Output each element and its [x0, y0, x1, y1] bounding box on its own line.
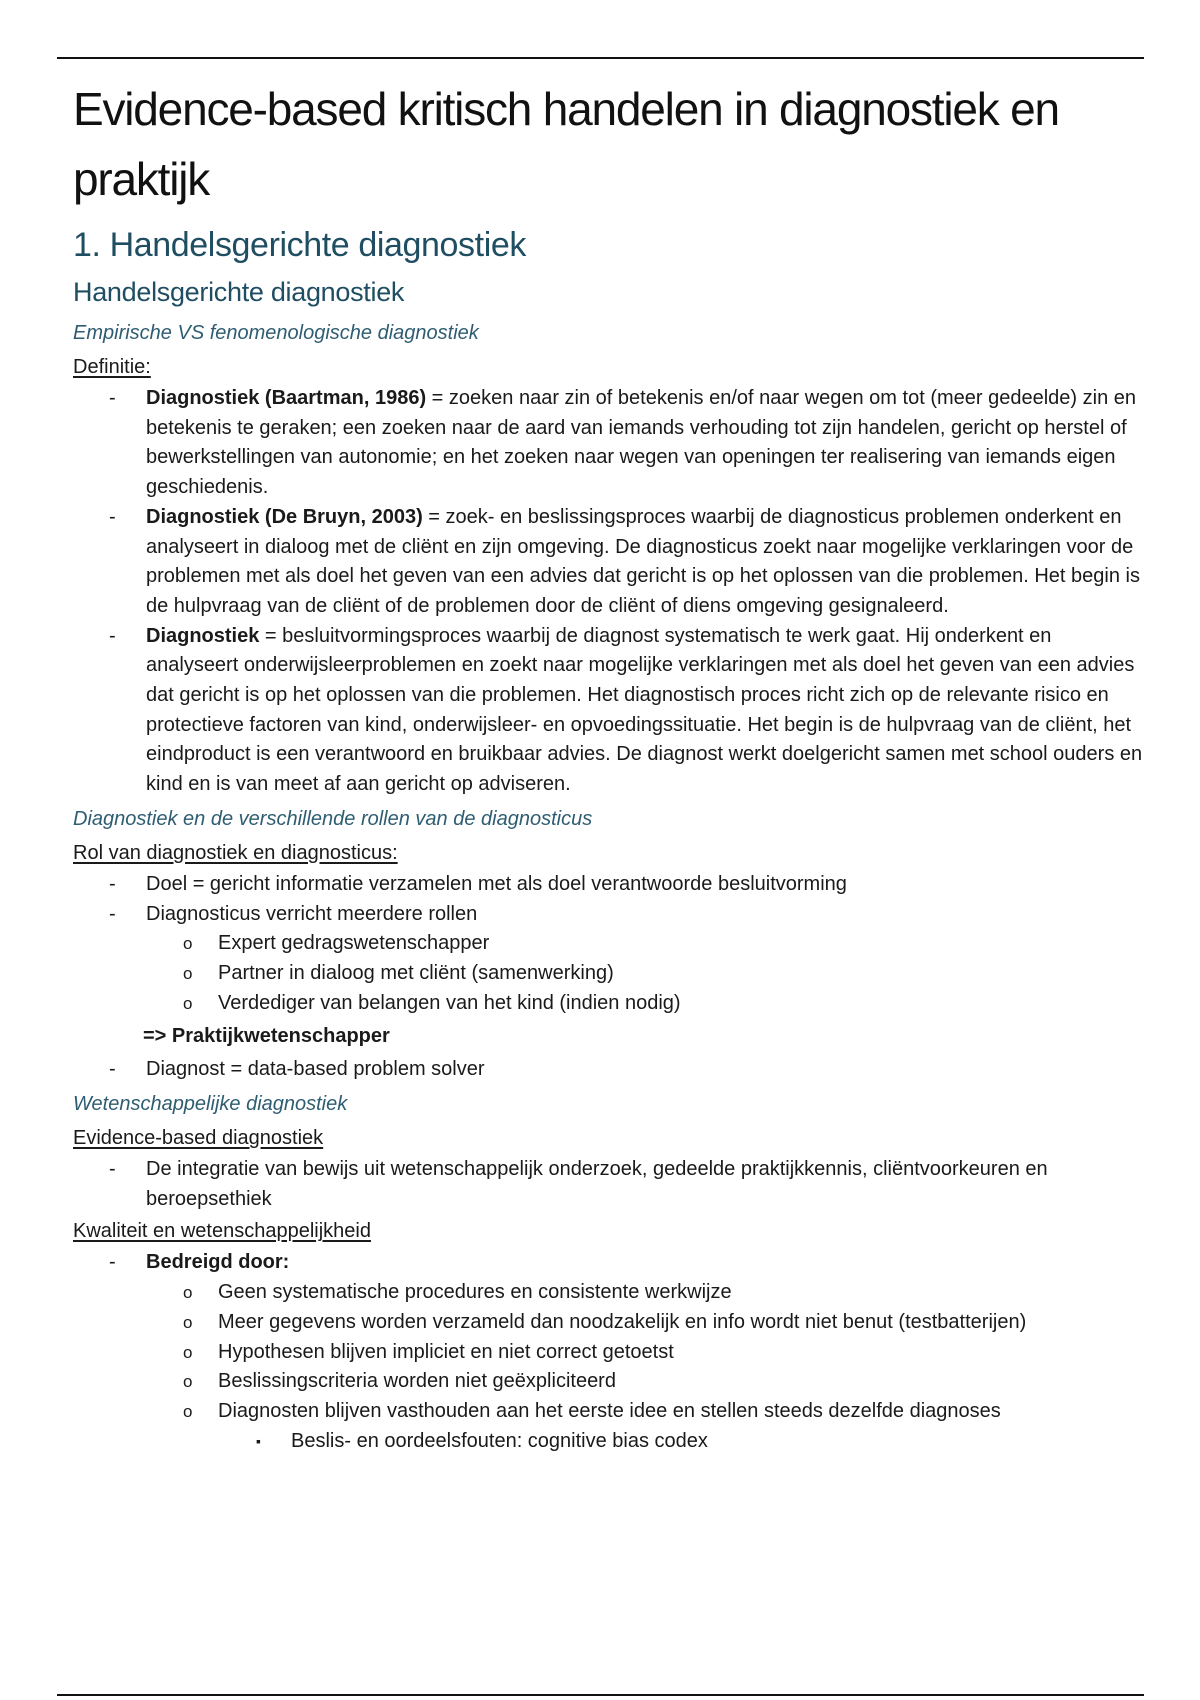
document-page: [73, 74, 1143, 1456]
list-item: - Diagnost = data-based problem solver: [73, 1055, 1143, 1085]
bias-item: ▪ Beslis- en oordeelsfouten: cognitive bias codex: [73, 1427, 1143, 1457]
definition-term: Diagnostiek (Baartman, 1986): [146, 387, 427, 409]
rol-label: Rol van diagnostiek en diagnosticus:: [73, 841, 398, 864]
threats-sublist: [146, 1278, 1143, 1456]
threat-item-text: Diagnosten blijven vasthouden aan het eerste idee en stellen steeds dezelfde diagnoses: [218, 1399, 1001, 1422]
role-item: o Verdediger van belangen van het kind (indien nodig): [73, 989, 1143, 1019]
definition-term: Diagnostiek: [146, 624, 260, 647]
threat-item: o Meer gegevens worden verzameld dan noodzakelijk en info wordt niet benut (testbatterijen): [73, 1308, 1143, 1338]
definition-text: = zoek- en beslissingsproces waarbij de diagnosticus problemen onderkent en analyseert in dialoog met de cliënt en zijn omgeving. De diagnosticus zoekt naar mogelijke verklaringen voor de problemen met als doel het geven van een advies dat gericht is op het oplossen van die problemen. Het begin is de hulpvraag van de cliënt of de problemen door de cliënt of diens omgeving gesignaleerd.: [146, 505, 1140, 617]
list-item: [73, 622, 1143, 800]
list-item: - Doel = gericht informatie verzamelen met als doel verantwoorde besluitvorming: [73, 870, 1143, 900]
definition-term: Diagnostiek (De Bruyn, 2003): [146, 505, 423, 528]
subsection-heading-rollen: Diagnostiek en de verschillende rollen van de diagnosticus: [73, 807, 593, 830]
evidence-based-label: Evidence-based diagnostiek: [73, 1127, 324, 1150]
list-item: [73, 503, 1143, 622]
threat-label: Bedreigd door:: [146, 1251, 290, 1274]
ebd-list: [73, 1155, 1143, 1214]
roles-list: [73, 870, 1143, 1019]
list-item: [73, 384, 1143, 503]
bias-sublist: [218, 1427, 1143, 1457]
kwaliteit-label: Kwaliteit en wetenschappelijkheid: [73, 1220, 371, 1243]
chapter-heading: 1. Handelsgerichte diagnostiek: [73, 226, 526, 264]
threat-item: o Beslissingscriteria worden niet geëxpliciteerd: [73, 1367, 1143, 1397]
definition-text: = besluitvormingsproces waarbij de diagnost systematisch te werk gaat. Hij onderkent en analyseert onderwijsleerproblemen en zoekt naar mogelijke verklaringen met als doel het geven van een advies dat gericht is op het oplossen van die problemen. Het diagnostisch proces richt zich op de relevante risico en protectieve factoren van kind, onderwijsleer- en opvoedingssituatie. Het begin is de hulpvraag van de cliënt, het eindproduct is een verantwoord en bruikbaar advies. De diagnost werkt doelgericht samen met school ouders en kind en is van meet af aan gericht op adviseren.: [146, 624, 1143, 796]
bottom-rule: [57, 1694, 1144, 1696]
role-item: o Partner in dialoog met cliënt (samenwerking): [73, 959, 1143, 989]
definition-list: [73, 384, 1143, 800]
definition-text: = zoeken naar zin of betekenis en/of naar wegen om tot (meer gedeelde) zin en betekenis te geraken; een zoeken naar de aard van iemands verhouding tot zijn handelen, gericht op herstel of bewerkstellingen van autonomie; en het zoeken naar wegen van openingen ter realisering van iemands eigen geschiedenis.: [146, 387, 1136, 499]
threat-item: o Geen systematische procedures en consistente werkwijze: [73, 1278, 1143, 1308]
list-item: [73, 1248, 1143, 1456]
section-heading: Handelsgerichte diagnostiek: [73, 277, 405, 307]
roles-list-continued: [73, 1055, 1143, 1085]
threat-item: [73, 1397, 1143, 1456]
top-rule: [57, 57, 1144, 59]
list-item: [73, 900, 1143, 1019]
threats-list: [73, 1248, 1143, 1456]
threat-item: o Hypothesen blijven impliciet en niet correct getoetst: [73, 1338, 1143, 1368]
subsection-heading-empirische: Empirische VS fenomenologische diagnostiek: [73, 322, 479, 344]
role-item: o Expert gedragswetenschapper: [73, 929, 1143, 959]
list-item: - De integratie van bewijs uit wetenschappelijk onderzoek, gedeelde praktijkkennis, cliëntvoorkeuren en beroepsethiek: [73, 1155, 1143, 1214]
list-item-text: Diagnosticus verricht meerdere rollen: [146, 902, 478, 925]
definitie-label: Definitie:: [73, 356, 151, 378]
praktijkwetenschapper-note: => Praktijkwetenschapper: [143, 1025, 390, 1048]
document-title: Evidence-based kritisch handelen in diagnostiek en praktijk: [73, 83, 1059, 205]
subsection-heading-wetenschappelijk: Wetenschappelijke diagnostiek: [73, 1093, 348, 1116]
roles-sublist: [146, 929, 1143, 1018]
